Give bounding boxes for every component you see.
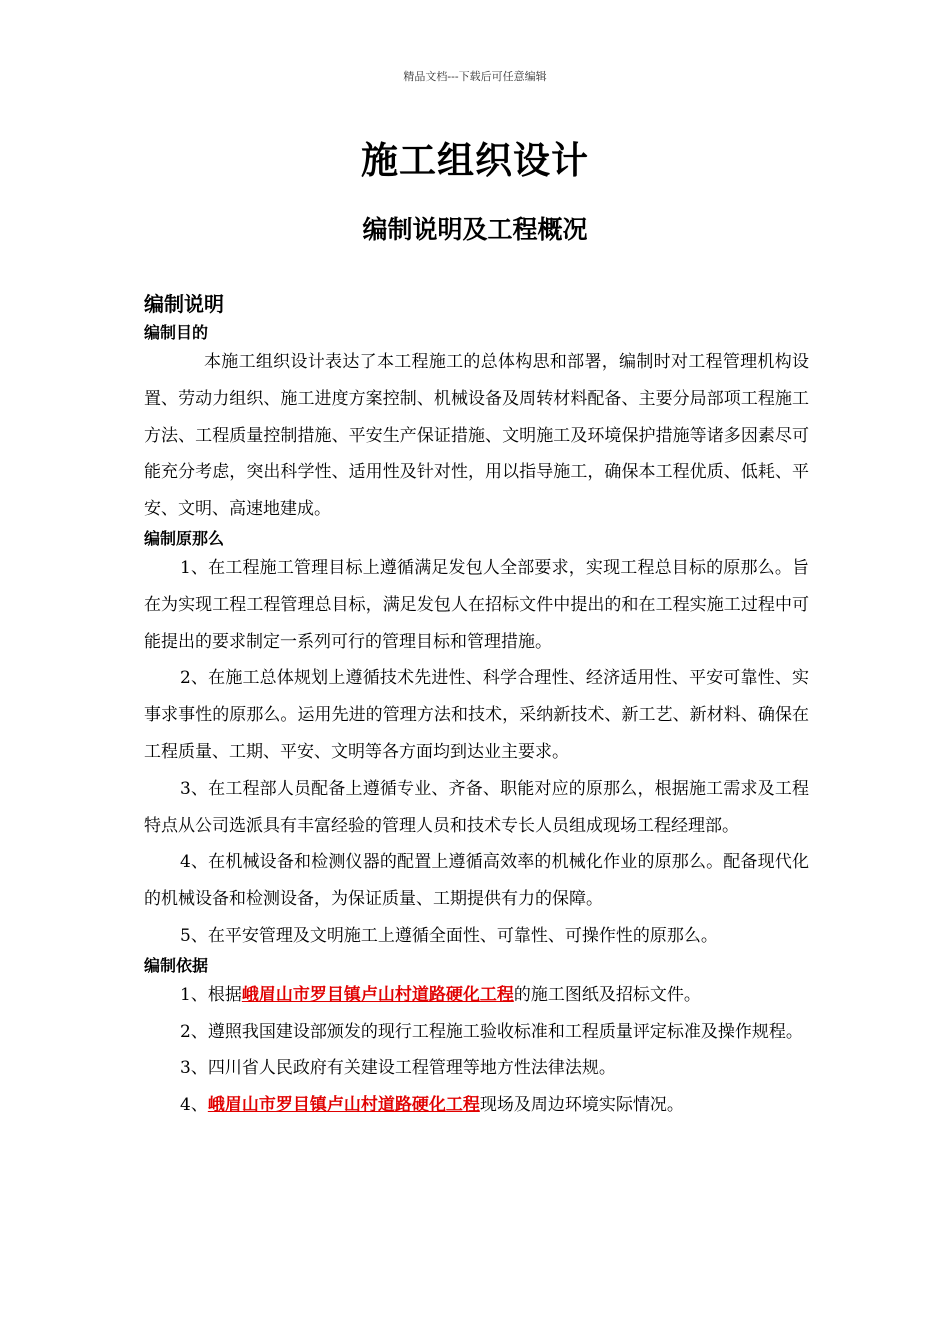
project-name-highlight: 峨眉山市罗目镇卢山村道路硬化工程 <box>241 984 514 1005</box>
principles-heading: 编制原那么 <box>144 528 225 548</box>
document-title: 施工组织设计 <box>361 138 589 182</box>
document-body <box>144 286 809 1124</box>
purpose-paragraph: 本施工组织设计表达了本工程施工的总体构思和部署，编制时对工程管理机构设置、劳动力组织、施工进度方案控制、机械设备及周转材料配备、主要分局部项工程施工方法、工程质量控制措施、平安生产保证措施、文明施工及环境保护措施等诸多因素尽可能充分考虑，突出科学性、适用性及针对性，用以指导施工，确保本工程优质、低耗、平安、文明、高速地建成。 <box>144 352 809 520</box>
basis-item-2: 2、遵照我国建设部颁发的现行工程施工验收标准和工程质量评定标准及操作规程。 <box>180 1021 803 1042</box>
basis-item-1-suffix: 的施工图纸及招标文件。 <box>513 984 701 1005</box>
basis-item-1-prefix: 1、根据 <box>180 984 242 1005</box>
basis-item-4 <box>144 1087 809 1124</box>
document-subtitle: 编制说明及工程概况 <box>362 215 588 244</box>
basis-item-1 <box>144 977 809 1014</box>
principle-item-5: 5、在平安管理及文明施工上遵循全面性、可靠性、可操作性的原那么。 <box>180 925 718 946</box>
project-name-highlight: 峨眉山市罗目镇卢山村道路硬化工程 <box>207 1095 480 1116</box>
basis-item-4-prefix: 4、 <box>180 1095 208 1116</box>
page-header: 精品文档---下载后可任意编辑 <box>403 70 547 83</box>
principle-item-1: 1、在工程施工管理目标上遵循满足发包人全部要求，实现工程总目标的原那么。旨在为实现工程工程管理总目标，满足发包人在招标文件中提出的和在工程实施工过程中可能提出的要求制定一系列可行的管理目标和管理措施。 <box>144 557 809 652</box>
basis-item-4-suffix: 现场及周边环境实际情况。 <box>479 1095 684 1116</box>
section-heading: 编制说明 <box>144 292 224 316</box>
principle-item-4: 4、在机械设备和检测仪器的配置上遵循高效率的机械化作业的原那么。配备现代化的机械设备和检测设备，为保证质量、工期提供有力的保障。 <box>144 852 809 910</box>
purpose-heading: 编制目的 <box>144 323 209 342</box>
principle-item-2: 2、在施工总体规划上遵循技术先进性、科学合理性、经济适用性、平安可靠性、实事求事性的原那么。运用先进的管理方法和技术，采纳新技术、新工艺、新材料、确保在工程质量、工期、平安、文明等各方面均到达业主要求。 <box>144 668 809 762</box>
basis-heading: 编制依据 <box>144 955 209 975</box>
basis-item-3: 3、四川省人民政府有关建设工程管理等地方性法律法规。 <box>180 1058 616 1079</box>
principle-item-3: 3、在工程部人员配备上遵循专业、齐备、职能对应的原那么，根据施工需求及工程特点从公司选派具有丰富经验的管理人员和技术专长人员组成现场工程经理部。 <box>144 778 809 836</box>
